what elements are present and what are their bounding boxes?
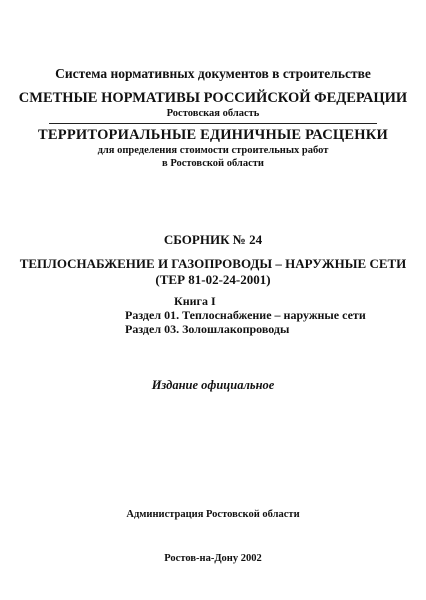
collection-number: СБОРНИК № 24 [163, 232, 263, 247]
publisher-label: Администрация Ростовской области [126, 509, 300, 520]
divider [49, 123, 377, 124]
standards-system-heading: Система нормативных документов в строительстве [55, 66, 371, 81]
section-01-label: Раздел 01. Теплоснабжение – наружные сети [125, 308, 366, 322]
book-label: Книга I [174, 294, 216, 308]
official-edition-label: Издание официальное [151, 378, 275, 392]
estimate-standards-heading: СМЕТНЫЕ НОРМАТИВЫ РОССИЙСКОЙ ФЕДЕРАЦИИ [18, 90, 408, 106]
document-title: ТЕРРИТОРИАЛЬНЫЕ ЕДИНИЧНЫЕ РАСЦЕНКИ [38, 127, 388, 143]
collection-code: (ТЕР 81-02-24-2001) [155, 272, 271, 287]
region-label: Ростовская область [166, 108, 260, 119]
city-year-label: Ростов-на-Дону 2002 [164, 553, 262, 564]
document-subtitle-line2: в Ростовской области [162, 158, 264, 169]
collection-title: ТЕПЛОСНАБЖЕНИЕ И ГАЗОПРОВОДЫ – НАРУЖНЫЕ СЕТИ [19, 256, 407, 271]
section-03-label: Раздел 03. Золошлакопроводы [125, 322, 290, 336]
document-subtitle-line1: для определения стоимости строительных работ [97, 145, 329, 156]
